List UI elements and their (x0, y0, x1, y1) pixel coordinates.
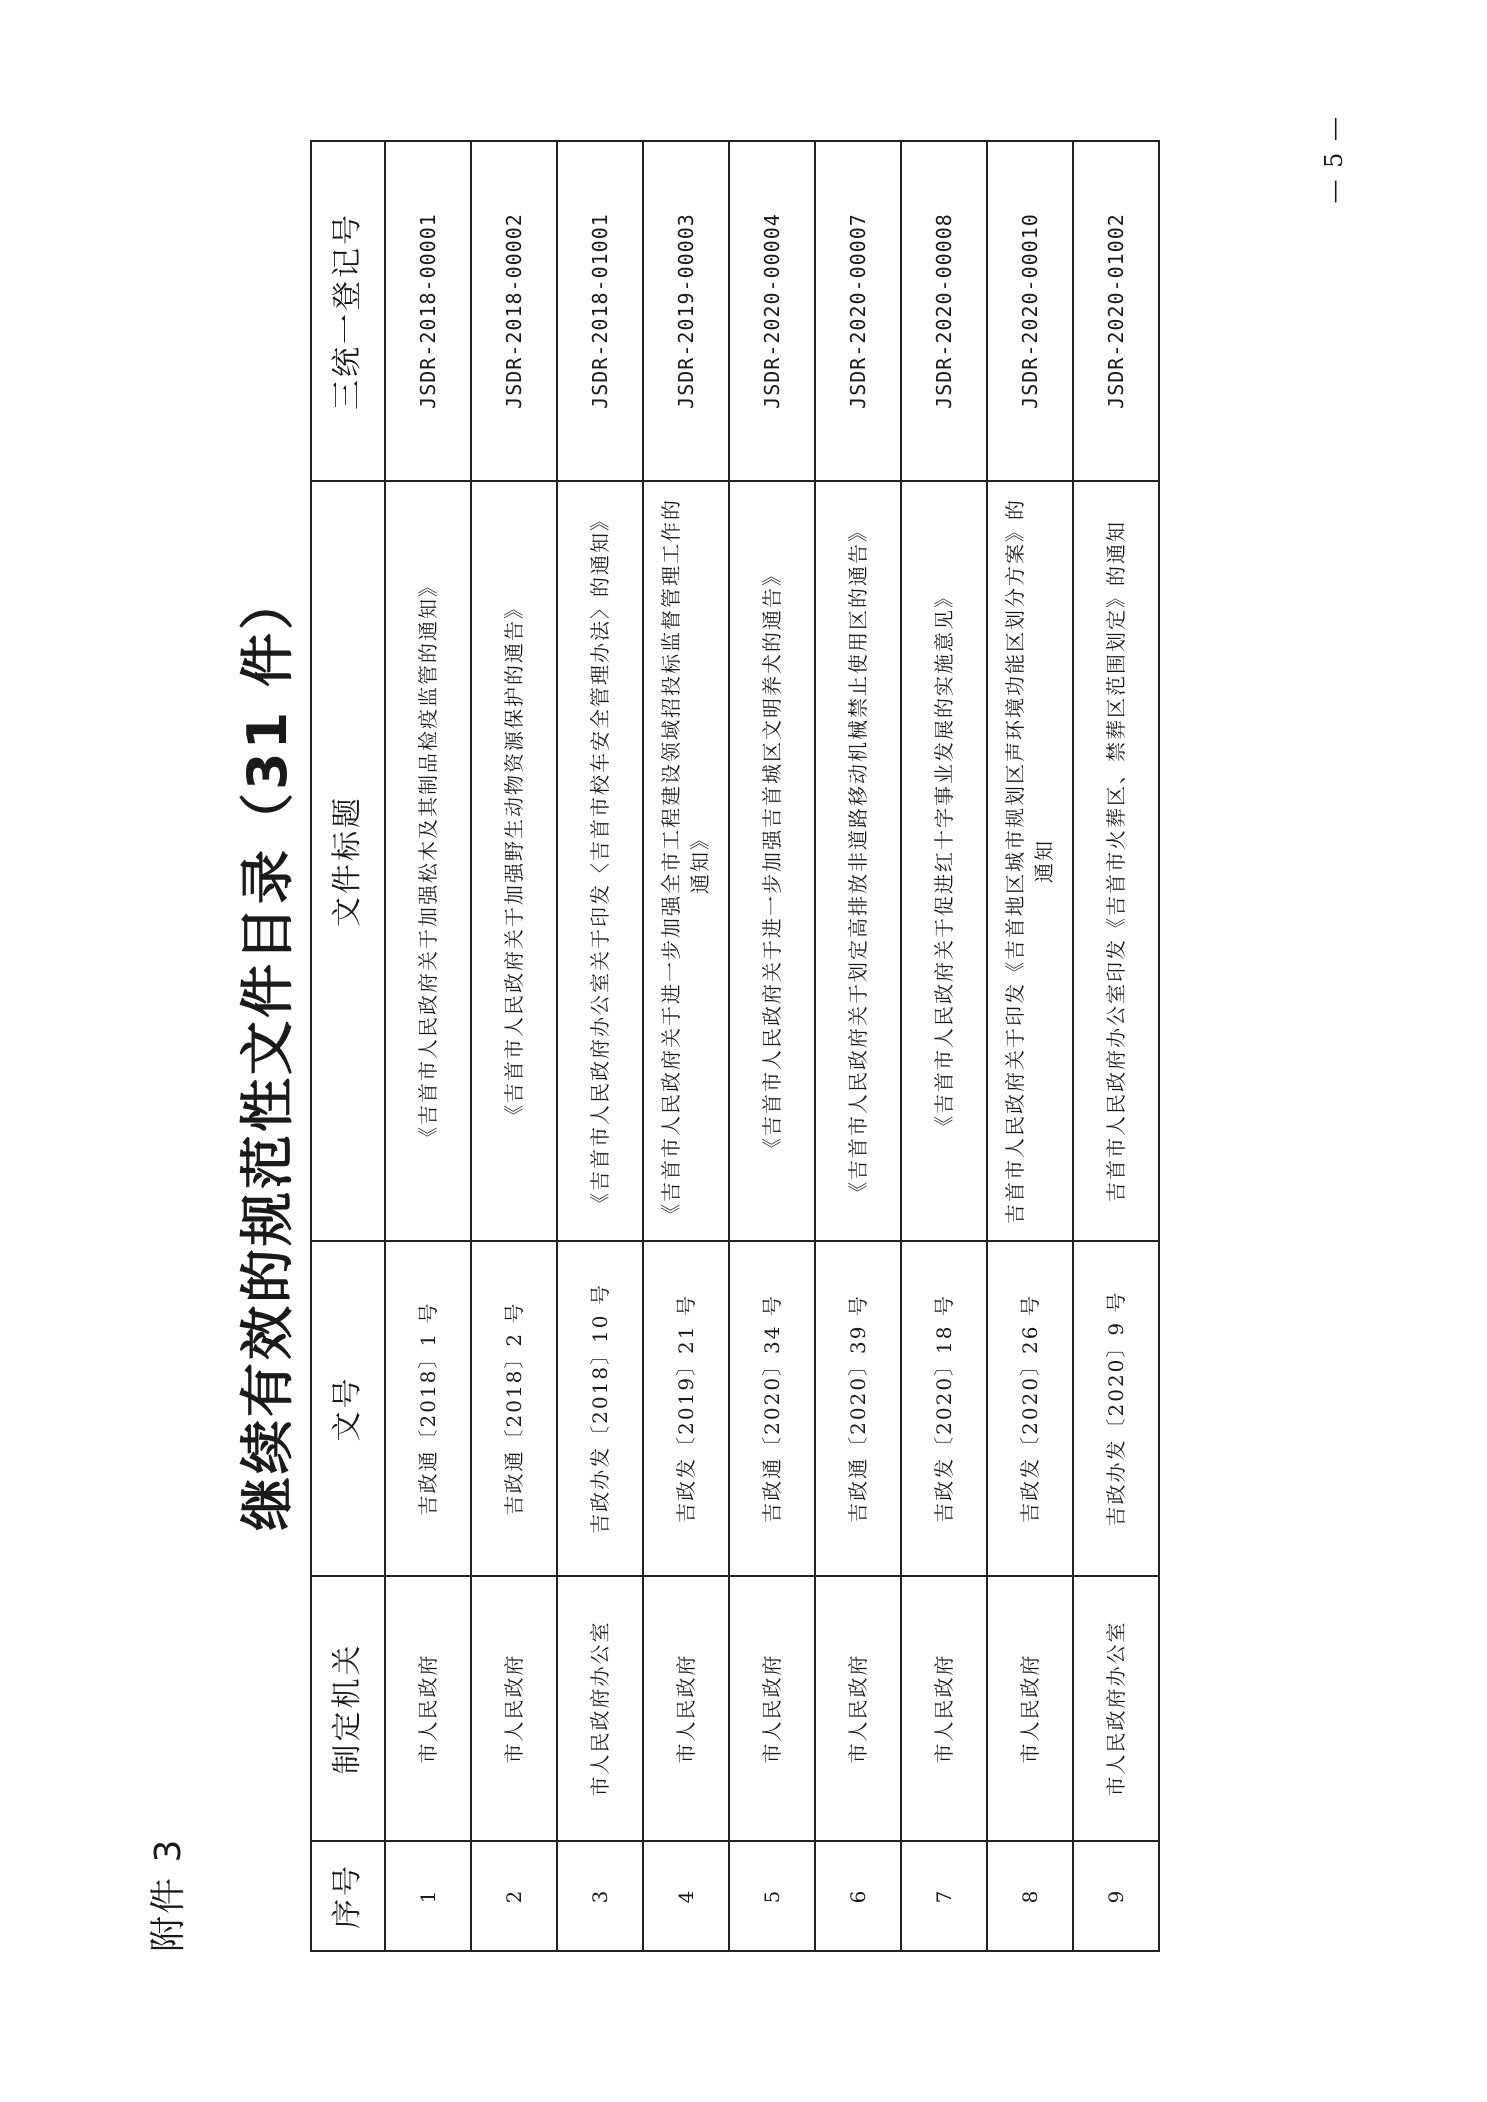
cell-registration-code: JSDR-2020-00007 (815, 141, 901, 481)
cell-title: 《吉首市人民政府办公室关于印发〈吉首市校车安全管理办法〉的通知》 (557, 481, 643, 1241)
cell-registration-code: JSDR-2018-00002 (471, 141, 557, 481)
table-row (385, 141, 471, 1951)
cell-doc-number: 吉政办发〔2020〕9 号 (1073, 1241, 1159, 1576)
cell-doc-number: 吉政通〔2020〕39 号 (815, 1241, 901, 1576)
header-org: 制定机关 (311, 1576, 385, 1841)
cell-org: 市人民政府 (385, 1576, 471, 1841)
cell-seq: 4 (643, 1841, 729, 1951)
page-number: — 5 — (1320, 115, 1348, 204)
cell-seq: 9 (1073, 1841, 1159, 1951)
header-seq: 序号 (311, 1841, 385, 1951)
cell-registration-code: JSDR-2018-00001 (385, 141, 471, 481)
cell-title: 《吉首市人民政府关于划定高排放非道路移动机械禁止使用区的通告》 (815, 481, 901, 1241)
cell-title: 吉首市人民政府办公室印发《吉首市火葬区、禁葬区范围划定》的通知 (1073, 481, 1159, 1241)
cell-title: 《吉首市人民政府关于进一步加强全市工程建设领域招投标监督管理工作的通知》 (643, 481, 729, 1241)
cell-org: 市人民政府 (901, 1576, 987, 1841)
cell-title: 《吉首市人民政府关于进一步加强吉首城区文明养犬的通告》 (729, 481, 815, 1241)
table-row (729, 141, 815, 1951)
table-row (901, 141, 987, 1951)
cell-doc-number: 吉政发〔2019〕21 号 (643, 1241, 729, 1576)
table-row (1073, 141, 1159, 1951)
cell-seq: 1 (385, 1841, 471, 1951)
cell-seq: 3 (557, 1841, 643, 1951)
cell-registration-code: JSDR-2020-01002 (1073, 141, 1159, 481)
cell-org: 市人民政府 (987, 1576, 1073, 1841)
cell-seq: 5 (729, 1841, 815, 1951)
cell-seq: 2 (471, 1841, 557, 1951)
catalog-table (310, 140, 1160, 1952)
header-title: 文件标题 (311, 481, 385, 1241)
cell-org: 市人民政府办公室 (557, 1576, 643, 1841)
cell-org: 市人民政府办公室 (1073, 1576, 1159, 1841)
table-row (987, 141, 1073, 1951)
cell-doc-number: 吉政发〔2020〕18 号 (901, 1241, 987, 1576)
cell-registration-code: JSDR-2020-00004 (729, 141, 815, 481)
table-row (815, 141, 901, 1951)
cell-seq: 7 (901, 1841, 987, 1951)
cell-title: 《吉首市人民政府关于加强松木及其制品检疫监管的通知》 (385, 481, 471, 1241)
cell-title: 《吉首市人民政府关于加强野生动物资源保护的通告》 (471, 481, 557, 1241)
cell-org: 市人民政府 (815, 1576, 901, 1841)
cell-registration-code: JSDR-2020-00010 (987, 141, 1073, 481)
cell-doc-number: 吉政通〔2018〕1 号 (385, 1241, 471, 1576)
cell-org: 市人民政府 (729, 1576, 815, 1841)
header-doc-number: 文号 (311, 1241, 385, 1576)
cell-registration-code: JSDR-2019-00003 (643, 141, 729, 481)
cell-doc-number: 吉政办发〔2018〕10 号 (557, 1241, 643, 1576)
attachment-label: 附件 3 (148, 1837, 189, 1952)
cell-org: 市人民政府 (643, 1576, 729, 1841)
cell-title: 吉首市人民政府关于印发《吉首地区城市规划区声环境功能区划分方案》的通知 (987, 481, 1073, 1241)
table-row (643, 141, 729, 1951)
table-row (471, 141, 557, 1951)
cell-doc-number: 吉政通〔2018〕2 号 (471, 1241, 557, 1576)
cell-seq: 6 (815, 1841, 901, 1951)
cell-registration-code: JSDR-2020-00008 (901, 141, 987, 481)
cell-doc-number: 吉政通〔2020〕34 号 (729, 1241, 815, 1576)
table-row (557, 141, 643, 1951)
cell-seq: 8 (987, 1841, 1073, 1951)
cell-doc-number: 吉政发〔2020〕26 号 (987, 1241, 1073, 1576)
table-header-row (311, 141, 385, 1951)
header-registration-code: 三统一登记号 (311, 141, 385, 481)
document-title: 继续有效的规范性文件目录（31 件） (236, 573, 299, 1531)
cell-org: 市人民政府 (471, 1576, 557, 1841)
cell-title: 《吉首市人民政府关于促进红十字事业发展的实施意见》 (901, 481, 987, 1241)
cell-registration-code: JSDR-2018-01001 (557, 141, 643, 481)
